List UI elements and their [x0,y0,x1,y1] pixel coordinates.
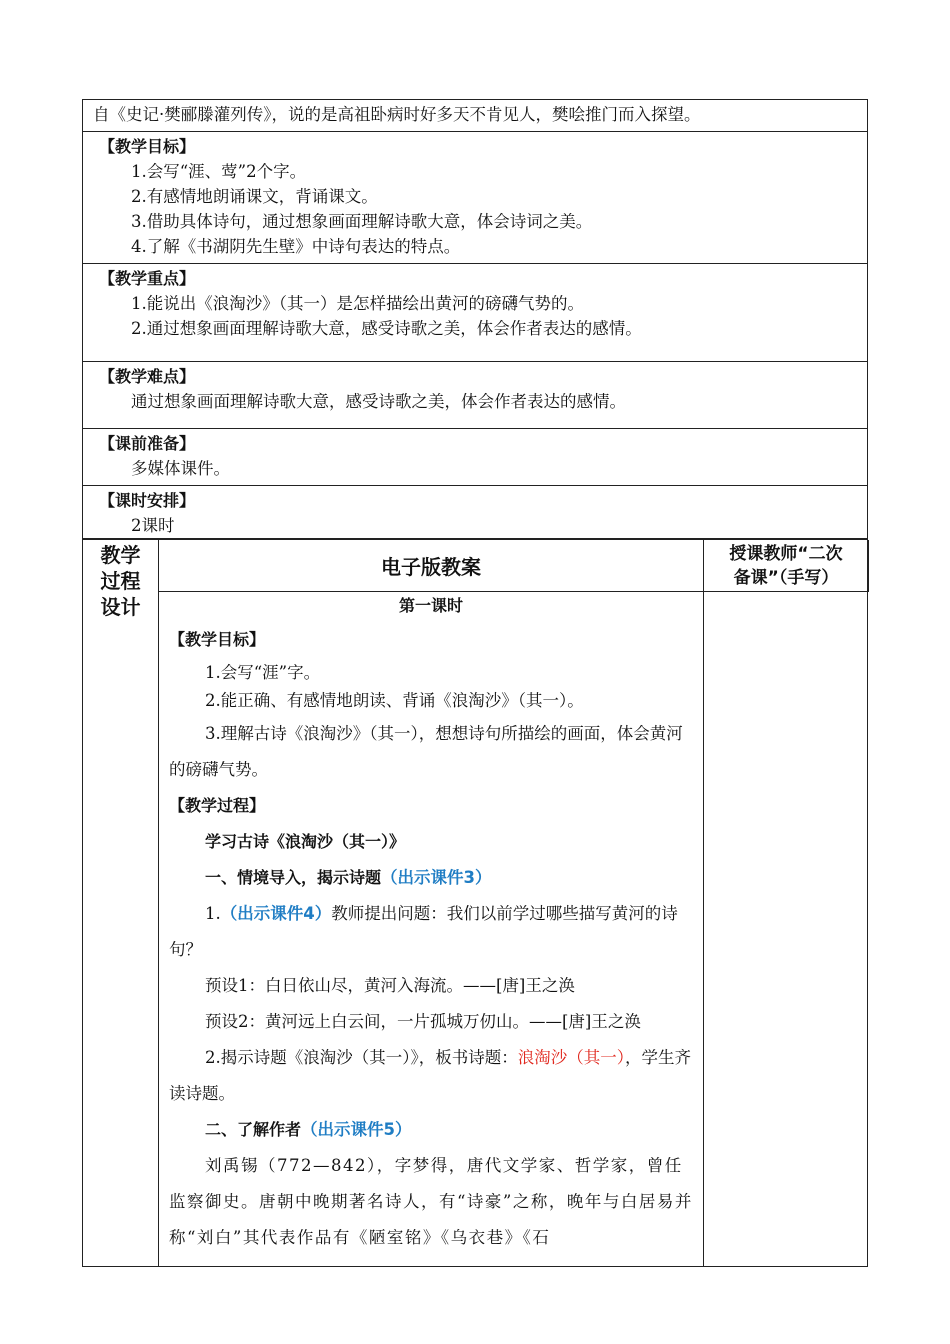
goals-heading: 【教学目标】 [99,137,196,156]
difficulty-text: 通过想象画面理解诗歌大意，感受诗歌之美，体会作者表达的感情。 [131,392,626,411]
goals-row [83,132,867,264]
schedule-text: 2课时 [131,516,175,535]
key-points-row [83,264,867,362]
process-heading: 【教学过程】 [169,796,266,815]
schedule-row [83,486,867,539]
lesson-goal: 2.能正确、有感情地朗读、背诵《浪淘沙》（其一）。 [205,691,584,710]
courseware-link[interactable]: （出示课件4） [220,904,332,923]
section-two: 二、了解作者（出示课件5） [205,1120,412,1139]
key-point-item: 1.能说出《浪淘沙》（其一）是怎样描绘出黄河的磅礴气势的。 [131,294,584,313]
goal-item: 4.了解《书湖阴先生壁》中诗句表达的特点。 [131,237,461,256]
poem-heading: 学习古诗《浪淘沙（其一）》 [205,832,406,851]
source-note-row [83,100,867,132]
item-one: 1.（出示课件4）教师提出问题：我们以前学过哪些描写黄河的诗句？ [169,904,678,959]
teacher-notes-cell[interactable] [704,592,869,1266]
lesson-content [159,592,704,1266]
preset-two: 预设2：黄河远上白云间，一片孤城万仞山。——[唐]王之涣 [205,1012,641,1031]
item-two: 2.揭示诗题《浪淘沙（其一）》，板书诗题：浪淘沙（其一），学生齐读诗题。 [169,1048,691,1103]
board-title: 浪淘沙（其一） [517,1048,625,1067]
key-points-heading: 【教学重点】 [99,269,196,288]
teacher-notes-header: 授课教师“二次 备课”（手写） [704,540,869,592]
courseware-link[interactable]: （出示课件5） [301,1120,412,1139]
author-intro: 刘禹锡（772—842），字梦得，唐代文学家、哲学家，曾任监察御史。唐朝中晚期著名诗人，有“诗豪”之称，晚年与白居易并称“刘白”其代表作品有《陋室铭》《乌衣巷》《石 [169,1156,693,1247]
lesson-goal: 3.理解古诗《浪淘沙》（其一），想想诗句所描绘的画面，体会黄河的磅礴气势。 [169,724,683,779]
process-design-label: 教学 过程 设计 [83,540,159,1266]
source-note: 自《史记·樊郦滕灌列传》，说的是高祖卧病时好多天不肯见人，樊哙推门而入探望。 [93,105,701,124]
preparation-heading: 【课前准备】 [99,434,196,453]
lesson-title: 第一课时 [398,596,463,615]
schedule-heading: 【课时安排】 [99,491,196,510]
process-table [82,539,868,1267]
section-one: 一、情境导入，揭示诗题（出示课件3） [205,868,492,887]
lesson-goal: 1.会写“涯”字。 [205,663,321,682]
goal-item: 1.会写“涯、莺”2个字。 [131,162,307,181]
difficulty-heading: 【教学难点】 [99,367,196,386]
key-point-item: 2.通过想象画面理解诗歌大意，感受诗歌之美，体会作者表达的感情。 [131,319,642,338]
preparation-text: 多媒体课件。 [131,459,230,478]
goal-item: 3.借助具体诗句，通过想象画面理解诗歌大意，体会诗词之美。 [131,212,593,231]
lesson-plan-page [82,99,868,1267]
difficulty-row [83,362,867,429]
preparation-row [83,429,867,486]
courseware-link[interactable]: （出示课件3） [381,868,492,887]
lesson-goals-heading: 【教学目标】 [169,630,266,649]
electronic-plan-header: 电子版教案 [159,540,704,592]
top-info-table [82,99,868,539]
goal-item: 2.有感情地朗诵课文，背诵课文。 [131,187,378,206]
preset-one: 预设1：白日依山尽，黄河入海流。——[唐]王之涣 [205,976,575,995]
